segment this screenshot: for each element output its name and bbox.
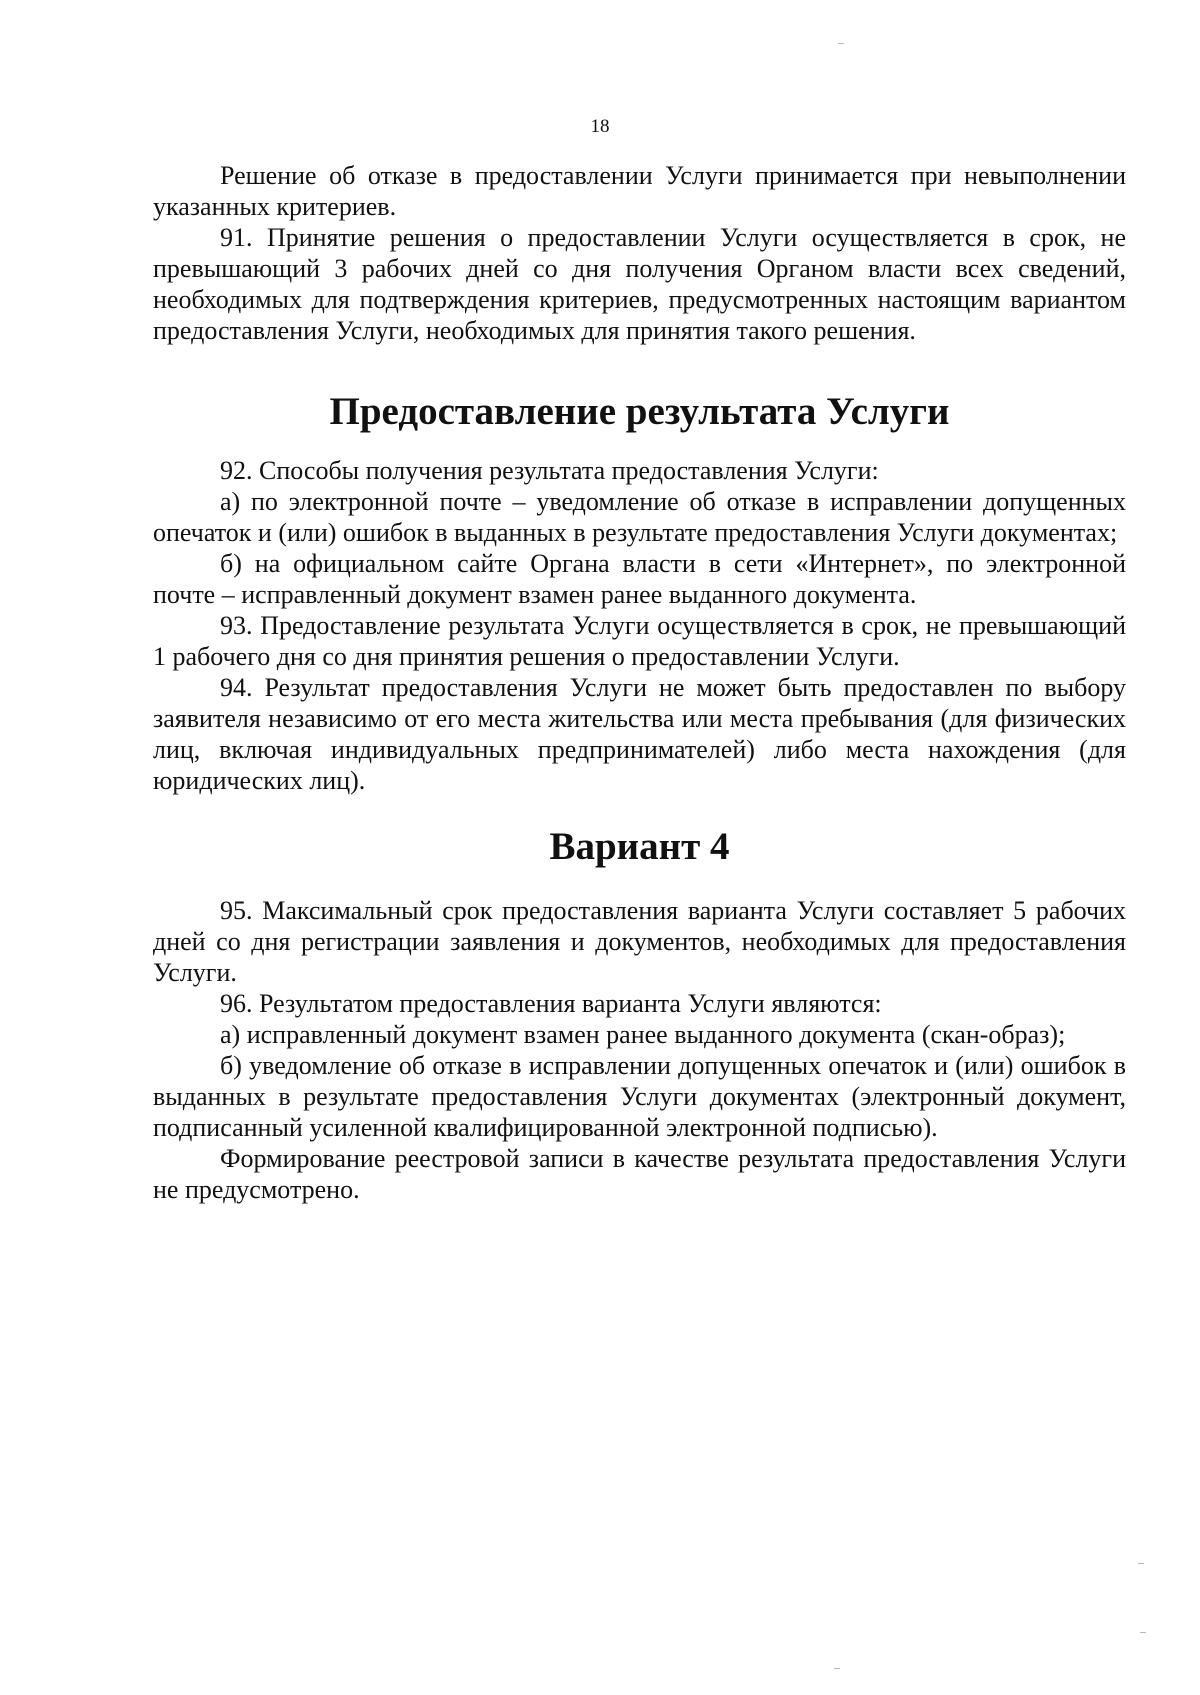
paragraph-registry: Формирование реестровой записи в качестве результата предоставления Услуги не предусмотрено. (153, 1144, 1126, 1204)
scan-artifact (1140, 1632, 1146, 1633)
paragraph-95: 95. Максимальный срок предоставления варианта Услуги составляет 5 рабочих дней со дня регистрации заявления и документов, необходимых для предоставления Услуги. (153, 896, 1126, 987)
scan-artifact (834, 1668, 840, 1669)
paragraph-96: 96. Результатом предоставления варианта Услуги являются: (220, 989, 882, 1018)
paragraph: Решение об отказе в предоставлении Услуги принимается при невыполнении указанных критериев. (153, 161, 1126, 221)
section-heading-variant-4: Вариант 4 (549, 825, 730, 868)
paragraph-92: 92. Способы получения результата предоставления Услуги: (220, 456, 879, 485)
paragraph-94: 94. Результат предоставления Услуги не может быть предоставлен по выбору заявителя независимо от его места жительства или места пребывания (для физических лиц, включая индивидуальных предпринимателей) либо места нахождения (для юридических лиц). (153, 673, 1126, 795)
paragraph-92-b: б) на официальном сайте Органа власти в сети «Интернет», по электронной почте – исправленный документ взамен ранее выданного документа. (153, 549, 1126, 609)
paragraph-96-a: а) исправленный документ взамен ранее выданного документа (скан-образ); (220, 1020, 1066, 1049)
scan-artifact (838, 43, 844, 44)
section-heading-result: Предоставление результата Услуги (329, 390, 950, 433)
paragraph-96-b: б) уведомление об отказе в исправлении допущенных опечаток и (или) ошибок в выданных в результате предоставления Услуги документах (электронный документ, подписанный усиленной квалифицированной электронной подписью). (153, 1051, 1126, 1142)
paragraph-93: 93. Предоставление результата Услуги осуществляется в срок, не превышающий 1 рабочего дня со дня принятия решения о предоставлении Услуги. (153, 611, 1126, 671)
paragraph-92-a: а) по электронной почте – уведомление об отказе в исправлении допущенных опечаток и (или) ошибок в выданных в результате предоставления Услуги документах; (153, 487, 1126, 547)
page-number: 18 (590, 116, 610, 137)
document-body (153, 160, 1126, 1205)
paragraph-91: 91. Принятие решения о предоставлении Услуги осуществляется в срок, не превышающий 3 рабочих дней со дня получения Органом власти всех сведений, необходимых для подтверждения критериев, предусмотренных настоящим вариантом предоставления Услуги, необходимых для принятия такого решения. (153, 223, 1126, 345)
scan-artifact (1138, 1563, 1144, 1564)
